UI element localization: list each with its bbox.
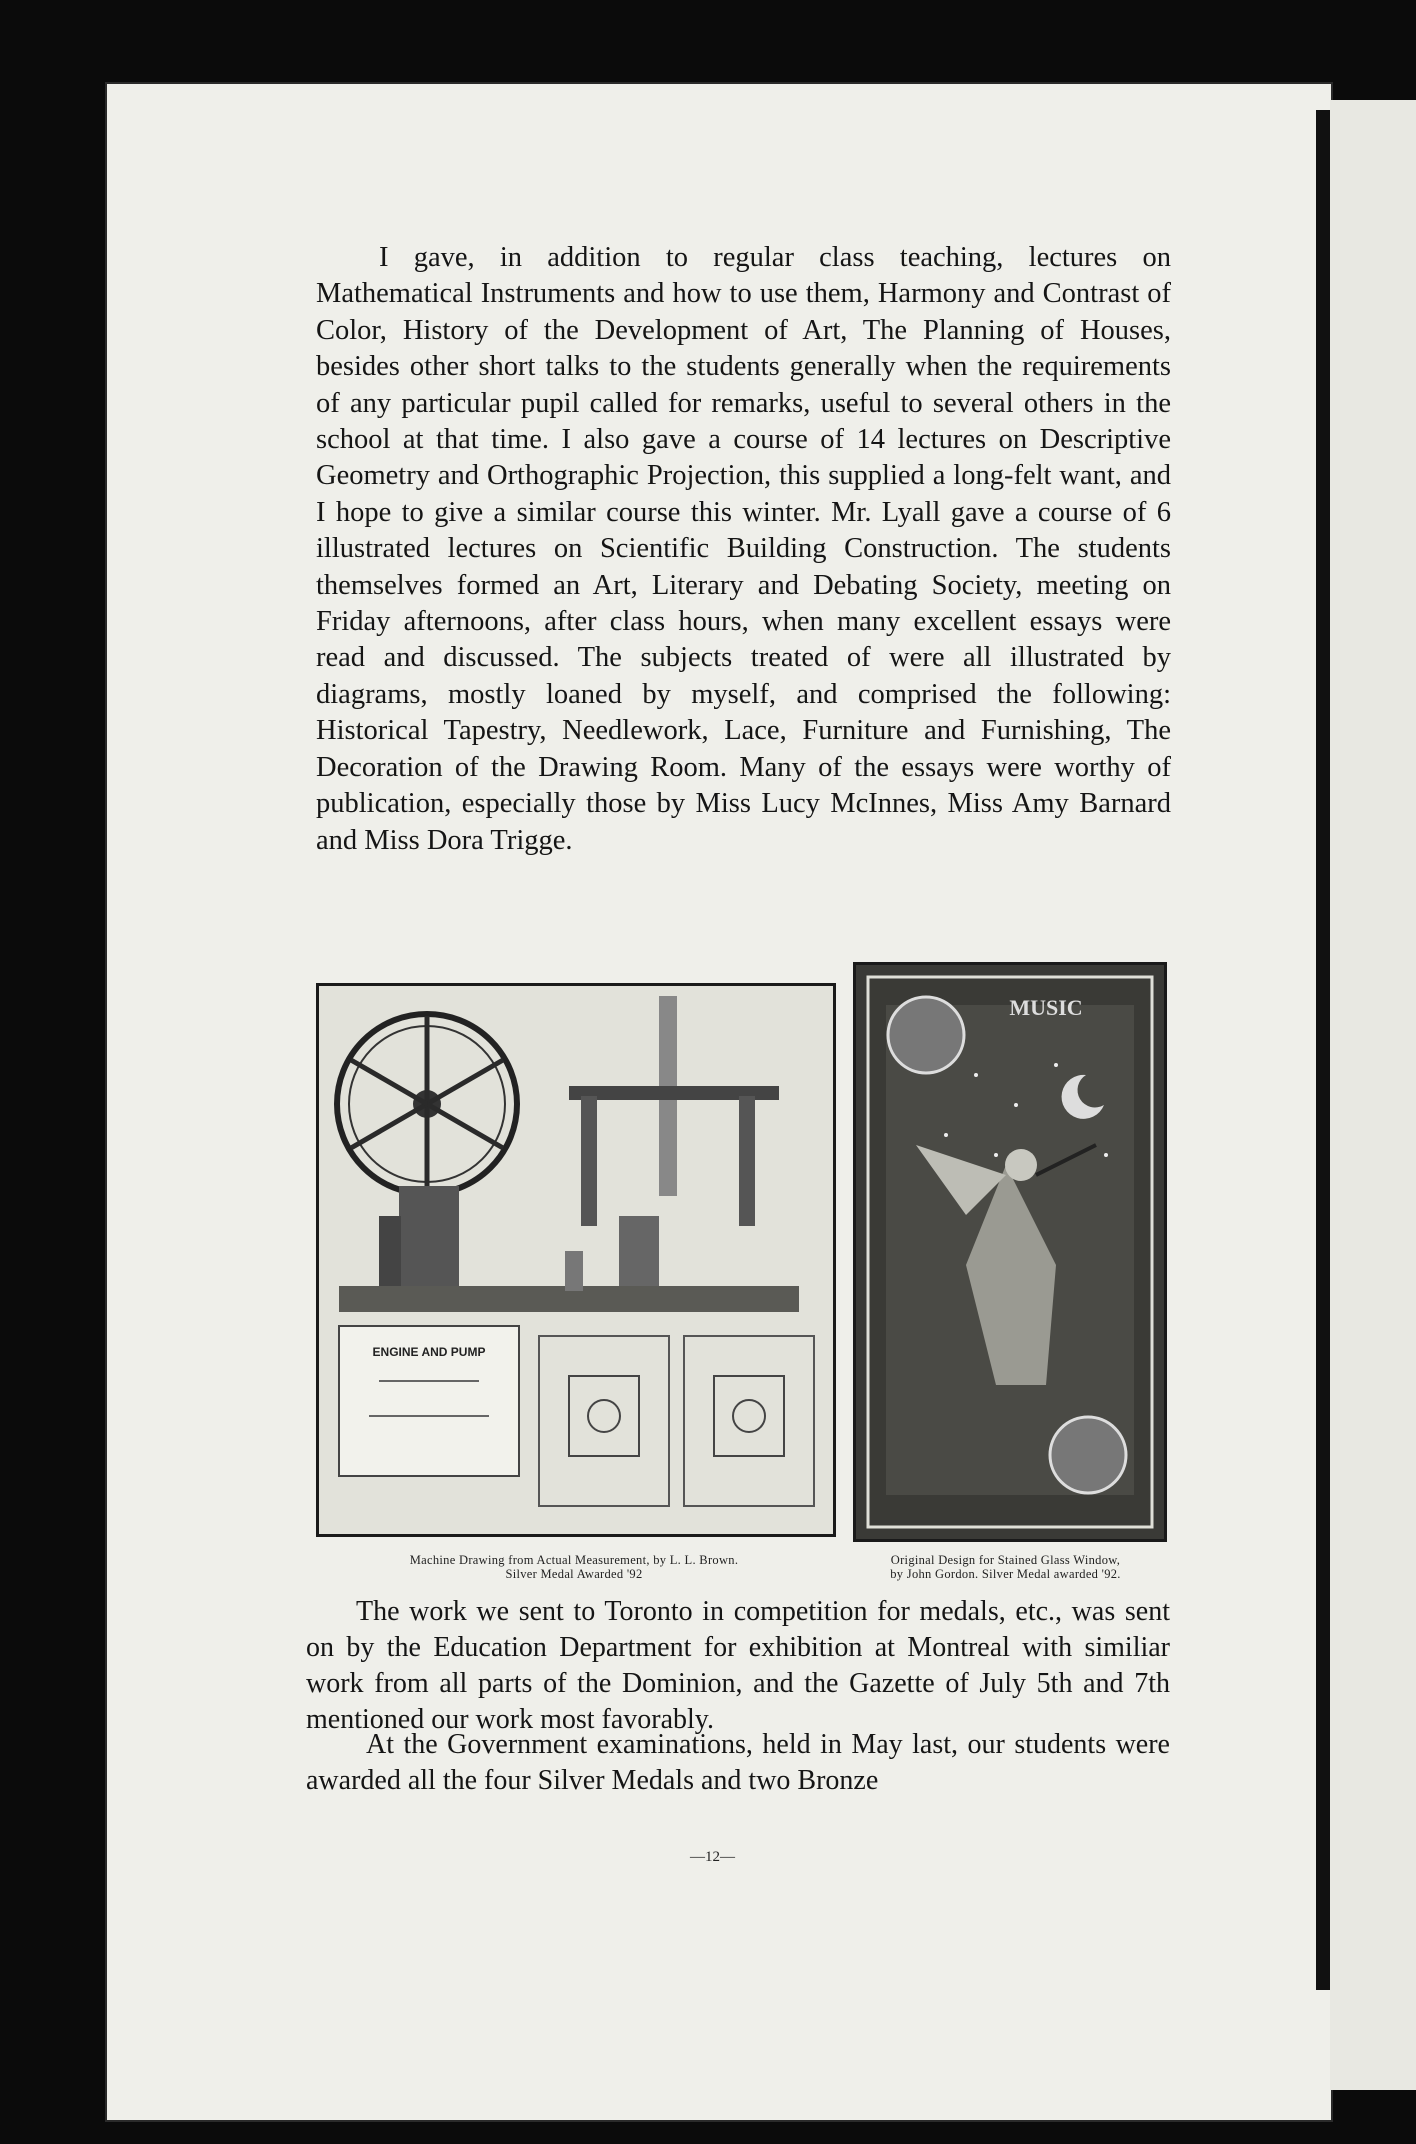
right-caption-line-1: Original Design for Stained Glass Window, bbox=[890, 1553, 1121, 1567]
machine-drawing-figure bbox=[316, 983, 836, 1537]
facing-page-edge bbox=[1330, 100, 1416, 2090]
right-caption-line-2: by John Gordon. Silver Medal awarded '92. bbox=[890, 1567, 1121, 1581]
page-number: —12— bbox=[690, 1849, 735, 1865]
left-caption-line-2: Silver Medal Awarded '92 bbox=[505, 1567, 643, 1581]
engine-and-pump-illustration bbox=[319, 986, 833, 1534]
stained-glass-window-illustration bbox=[856, 965, 1164, 1539]
window-banner: MUSIC bbox=[1009, 995, 1083, 1020]
stained-glass-figure bbox=[853, 962, 1167, 1542]
paragraph-lectures: I gave, in addition to regular class teaching, lectures on Mathematical Instruments and how to use them, Harmony and Contrast of Color, History of the Development of Art, The Planning of Houses, besides other short talks to the students generally when the requirements of any particular pupil called for remarks, useful to several others in the school at that time. I also gave a course of 14 lectures on Descriptive Geometry and Orthographic Projection, this supplied a long-felt want, and I hope to give a similar course this winter. Mr. Lyall gave a course of 6 illustrated lectures on Scientific Building Construction. The students themselves formed an Art, Literary and Debating Society, meeting on Friday afternoons, after class hours, when many excellent essays were read and discussed. The subjects treated of were all illustrated by diagrams, mostly loaned by myself, and comprised the following: Historical Tapestry, Needlework, Lace, Furniture and Furnishing, The Decoration of the Drawing Room. Many of the essays were worthy of publication, especially those by Miss Lucy McInnes, Miss Amy Barnard and Miss Dora Trigge. bbox=[316, 242, 1171, 856]
paragraph-competition: The work we sent to Toronto in competition for medals, etc., was sent on by the Education Department for exhibition at Montreal with similiar work from all parts of the Dominion, and the Gazette of July 5th and 7th mentioned our work most favorably. bbox=[306, 1596, 1170, 1735]
left-figure-caption bbox=[318, 1553, 830, 1581]
book-spine bbox=[1316, 110, 1330, 1990]
plate-title: ENGINE AND PUMP bbox=[372, 1345, 486, 1359]
left-caption-line-1: Machine Drawing from Actual Measurement, by L. L. Brown. bbox=[409, 1553, 739, 1567]
paragraph-examinations: At the Government examinations, held in May last, our students were awarded all the four Silver Medals and two Bronze bbox=[306, 1729, 1170, 1796]
right-figure-caption bbox=[843, 1553, 1168, 1581]
